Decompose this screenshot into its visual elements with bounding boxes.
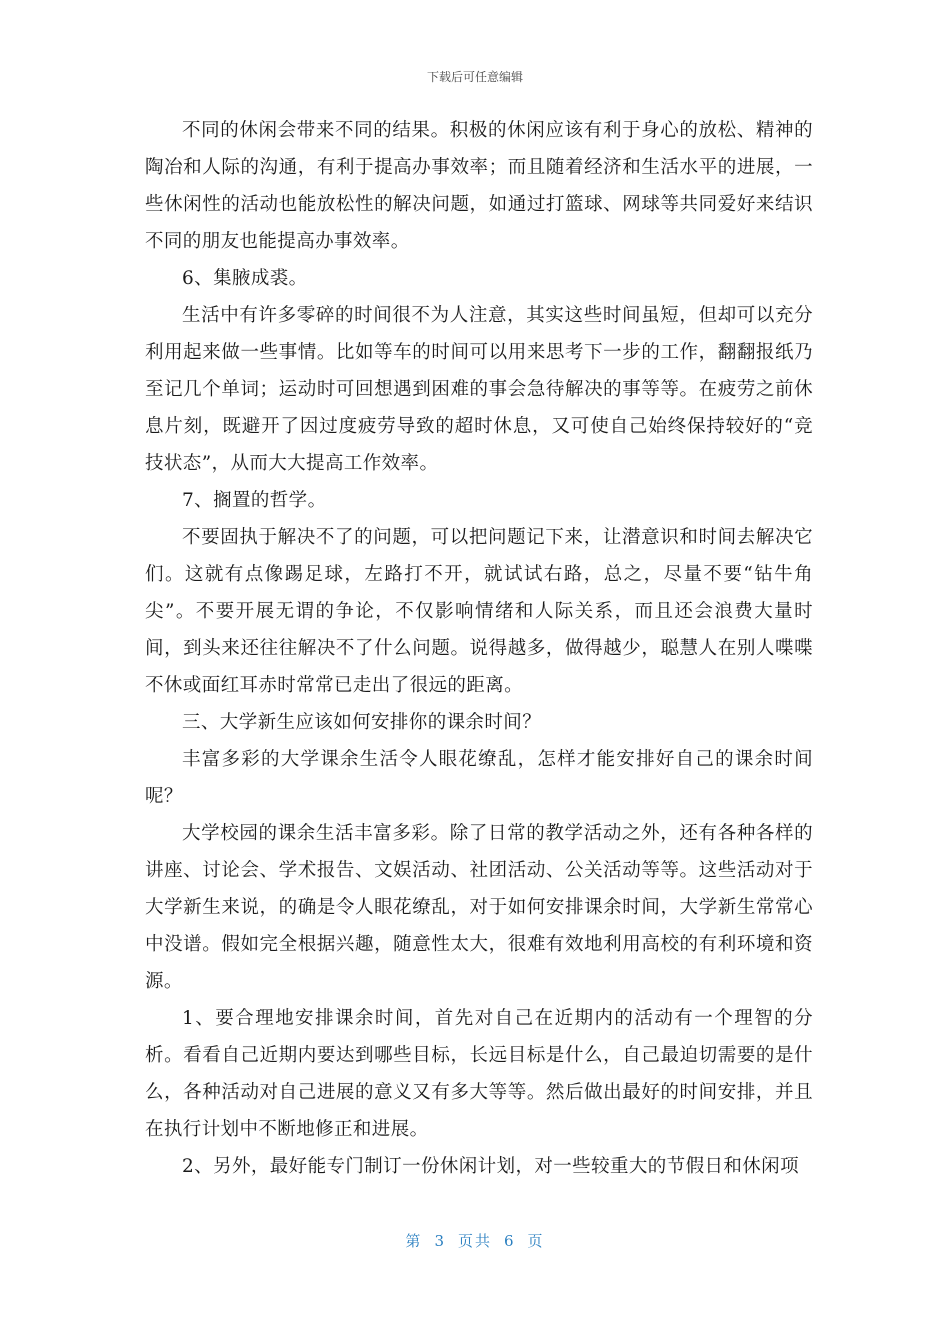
total-page-count: 6 [504,1232,516,1250]
paragraph: 1、要合理地安排课余时间，首先对自己在近期内的活动有一个理智的分析。看看自己近期内要达到哪些目标，长远目标是什么，自己最迫切需要的是什么，各种活动对自己进展的意义又有多大等等。然后做出最好的时间安排，并且在执行计划中不断地修正和进展。 [145,1008,813,1140]
paragraph: 不同的休闲会带来不同的结果。积极的休闲应该有利于身心的放松、精神的陶冶和人际的沟通，有利于提高办事效率；而且随着经济和生活水平的进展，一些休闲性的活动也能放松性的解决问题，如通过打篮球、网球等共同爱好来结识不同的朋友也能提高办事效率。 [145,120,813,252]
paragraph: 大学校园的课余生活丰富多彩。除了日常的教学活动之外，还有各种各样的讲座、讨论会、学术报告、文娱活动、社团活动、公关活动等等。这些活动对于大学新生来说，的确是令人眼花缭乱，对于如何安排课余时间，大学新生常常心中没谱。假如完全根据兴趣，随意性太大，很难有效地利用高校的有利环境和资源。 [145,823,813,992]
section-heading: 三、大学新生应该如何安排你的课余时间？ [182,712,542,733]
paragraph: 不要固执于解决不了的问题，可以把问题记下来，让潜意识和时间去解决它们。这就有点像踢足球，左路打不开，就试试右路，总之，尽量不要“钻牛角尖”。不要开展无谓的争论，不仅影响情绪和人际关系，而且还会浪费大量时间，到头来还往往解决不了什么问题。说得越多，做得越少，聪慧人在别人喋喋不休或面红耳赤时常常已走出了很远的距离。 [145,527,813,696]
paragraph: 2、另外，最好能专门制订一份休闲计划，对一些较重大的节假日和休闲项 [182,1156,799,1177]
document-body [145,112,813,1185]
current-page-number: 3 [434,1232,446,1250]
section-heading: 6、集腋成裘。 [182,268,308,289]
paragraph: 丰富多彩的大学课余生活令人眼花缭乱，怎样才能安排好自己的课余时间呢？ [145,749,813,807]
section-heading: 7、搁置的哲学。 [182,490,327,511]
page-label-prefix: 第 [405,1232,423,1250]
page-label-middle: 页共 [457,1232,492,1250]
paragraph: 生活中有许多零碎的时间很不为人注意，其实这些时间虽短，但却可以充分利用起来做一些事情。比如等车的时间可以用来思考下一步的工作，翻翻报纸乃至记几个单词；运动时可回想遇到困难的事会急待解决的事等等。在疲劳之前休息片刻，既避开了因过度疲劳导致的超时休息，又可使自己始终保持较好的“竞技状态”，从而大大提高工作效率。 [145,305,813,474]
page-footer [0,1230,950,1251]
page-label-suffix: 页 [527,1232,545,1250]
page-header: 下载后可任意编辑 [426,70,523,84]
